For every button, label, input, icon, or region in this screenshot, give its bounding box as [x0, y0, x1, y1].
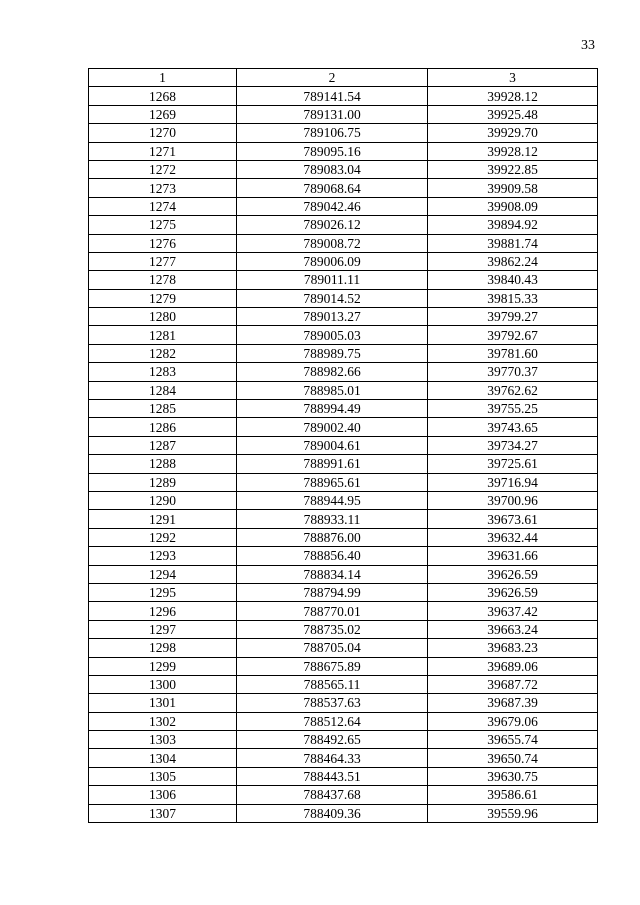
table-cell-col-3: 39755.25 — [428, 400, 598, 418]
table-cell-col-1: 1277 — [89, 252, 237, 270]
table-cell-col-2: 788965.61 — [237, 473, 428, 491]
table-cell-col-1: 1306 — [89, 786, 237, 804]
table-row — [89, 142, 598, 160]
table-cell-col-1: 1298 — [89, 639, 237, 657]
table-row — [89, 583, 598, 601]
table-cell-col-3: 39792.67 — [428, 326, 598, 344]
table-cell-col-1: 1295 — [89, 583, 237, 601]
table-cell-col-2: 789011.11 — [237, 271, 428, 289]
table-row — [89, 731, 598, 749]
table-cell-col-3: 39909.58 — [428, 179, 598, 197]
table-cell-col-3: 39762.62 — [428, 381, 598, 399]
table-cell-col-1: 1299 — [89, 657, 237, 675]
table-cell-col-1: 1283 — [89, 363, 237, 381]
table-cell-col-1: 1294 — [89, 565, 237, 583]
column-header-3: 3 — [428, 69, 598, 87]
table-cell-col-2: 788989.75 — [237, 344, 428, 362]
table-cell-col-1: 1268 — [89, 87, 237, 105]
table-cell-col-3: 39631.66 — [428, 547, 598, 565]
table-cell-col-1: 1286 — [89, 418, 237, 436]
table-cell-col-2: 788565.11 — [237, 675, 428, 693]
table-cell-col-3: 39862.24 — [428, 252, 598, 270]
table-cell-col-1: 1282 — [89, 344, 237, 362]
table-cell-col-3: 39743.65 — [428, 418, 598, 436]
table-row — [89, 675, 598, 693]
table-row — [89, 344, 598, 362]
table-row — [89, 271, 598, 289]
page-number: 33 — [581, 38, 595, 53]
table-cell-col-1: 1301 — [89, 694, 237, 712]
table-row — [89, 749, 598, 767]
table-cell-col-1: 1284 — [89, 381, 237, 399]
table-cell-col-1: 1270 — [89, 124, 237, 142]
table-cell-col-1: 1290 — [89, 491, 237, 509]
table-cell-col-2: 788675.89 — [237, 657, 428, 675]
table-cell-col-3: 39632.44 — [428, 528, 598, 546]
table-cell-col-1: 1300 — [89, 675, 237, 693]
table-cell-col-2: 788982.66 — [237, 363, 428, 381]
table-cell-col-2: 788409.36 — [237, 804, 428, 822]
table-row — [89, 105, 598, 123]
table-row — [89, 528, 598, 546]
table-row — [89, 602, 598, 620]
table-row — [89, 639, 598, 657]
table-cell-col-2: 789014.52 — [237, 289, 428, 307]
table-cell-col-2: 788492.65 — [237, 731, 428, 749]
table-row — [89, 400, 598, 418]
table-row — [89, 565, 598, 583]
table-cell-col-2: 788933.11 — [237, 510, 428, 528]
table-cell-col-2: 789068.64 — [237, 179, 428, 197]
table-cell-col-2: 789008.72 — [237, 234, 428, 252]
table-cell-col-2: 789131.00 — [237, 105, 428, 123]
table-row — [89, 694, 598, 712]
table-cell-col-2: 789141.54 — [237, 87, 428, 105]
table-cell-col-3: 39734.27 — [428, 436, 598, 454]
table-cell-col-3: 39881.74 — [428, 234, 598, 252]
table-cell-col-3: 39799.27 — [428, 308, 598, 326]
table-cell-col-2: 788856.40 — [237, 547, 428, 565]
table-cell-col-2: 788994.49 — [237, 400, 428, 418]
table-cell-col-2: 789095.16 — [237, 142, 428, 160]
table-cell-col-1: 1269 — [89, 105, 237, 123]
table-cell-col-2: 789106.75 — [237, 124, 428, 142]
table-cell-col-1: 1288 — [89, 455, 237, 473]
table-header-row — [89, 69, 598, 87]
table-row — [89, 804, 598, 822]
table-row — [89, 87, 598, 105]
table-cell-col-2: 788991.61 — [237, 455, 428, 473]
table-row — [89, 289, 598, 307]
table-row — [89, 326, 598, 344]
table-row — [89, 436, 598, 454]
table-cell-col-3: 39687.39 — [428, 694, 598, 712]
table-body — [89, 87, 598, 823]
table-cell-col-2: 788512.64 — [237, 712, 428, 730]
table-row — [89, 308, 598, 326]
table-row — [89, 216, 598, 234]
table-row — [89, 381, 598, 399]
table-cell-col-3: 39673.61 — [428, 510, 598, 528]
table-cell-col-2: 788537.63 — [237, 694, 428, 712]
table-cell-col-3: 39725.61 — [428, 455, 598, 473]
table-cell-col-2: 789026.12 — [237, 216, 428, 234]
table-cell-col-3: 39700.96 — [428, 491, 598, 509]
table-cell-col-2: 788735.02 — [237, 620, 428, 638]
table-row — [89, 657, 598, 675]
table-cell-col-3: 39687.72 — [428, 675, 598, 693]
table-cell-col-2: 788437.68 — [237, 786, 428, 804]
table-cell-col-1: 1281 — [89, 326, 237, 344]
table-cell-col-2: 788443.51 — [237, 767, 428, 785]
table-cell-col-1: 1271 — [89, 142, 237, 160]
table-cell-col-2: 788944.95 — [237, 491, 428, 509]
table-cell-col-3: 39626.59 — [428, 565, 598, 583]
table-cell-col-3: 39716.94 — [428, 473, 598, 491]
table-cell-col-2: 789004.61 — [237, 436, 428, 454]
table-row — [89, 491, 598, 509]
column-header-2: 2 — [237, 69, 428, 87]
table-cell-col-3: 39650.74 — [428, 749, 598, 767]
table-row — [89, 510, 598, 528]
table-cell-col-3: 39679.06 — [428, 712, 598, 730]
table-cell-col-3: 39689.06 — [428, 657, 598, 675]
table-cell-col-3: 39559.96 — [428, 804, 598, 822]
table-cell-col-3: 39663.24 — [428, 620, 598, 638]
table-cell-col-1: 1307 — [89, 804, 237, 822]
table-cell-col-3: 39781.60 — [428, 344, 598, 362]
table-cell-col-3: 39586.61 — [428, 786, 598, 804]
table-cell-col-1: 1275 — [89, 216, 237, 234]
table-cell-col-2: 789013.27 — [237, 308, 428, 326]
column-header-1: 1 — [89, 69, 237, 87]
table-cell-col-2: 789002.40 — [237, 418, 428, 436]
table-row — [89, 252, 598, 270]
table-cell-col-1: 1289 — [89, 473, 237, 491]
table-cell-col-2: 788794.99 — [237, 583, 428, 601]
table-cell-col-1: 1287 — [89, 436, 237, 454]
table-cell-col-1: 1278 — [89, 271, 237, 289]
table-cell-col-3: 39929.70 — [428, 124, 598, 142]
coordinates-table — [88, 68, 598, 823]
table-row — [89, 160, 598, 178]
table-cell-col-2: 788770.01 — [237, 602, 428, 620]
table-cell-col-1: 1274 — [89, 197, 237, 215]
table-row — [89, 767, 598, 785]
table-cell-col-2: 789006.09 — [237, 252, 428, 270]
table-cell-col-3: 39683.23 — [428, 639, 598, 657]
table-cell-col-2: 789042.46 — [237, 197, 428, 215]
table-cell-col-1: 1292 — [89, 528, 237, 546]
table-cell-col-2: 789083.04 — [237, 160, 428, 178]
table-cell-col-3: 39637.42 — [428, 602, 598, 620]
table-cell-col-3: 39815.33 — [428, 289, 598, 307]
table-cell-col-1: 1293 — [89, 547, 237, 565]
table-row — [89, 712, 598, 730]
table-row — [89, 455, 598, 473]
table-row — [89, 124, 598, 142]
table-cell-col-2: 788834.14 — [237, 565, 428, 583]
table-cell-col-2: 788464.33 — [237, 749, 428, 767]
table-cell-col-3: 39908.09 — [428, 197, 598, 215]
table-cell-col-3: 39928.12 — [428, 142, 598, 160]
table-cell-col-1: 1304 — [89, 749, 237, 767]
table-cell-col-1: 1297 — [89, 620, 237, 638]
table-cell-col-1: 1276 — [89, 234, 237, 252]
table-cell-col-3: 39655.74 — [428, 731, 598, 749]
table-cell-col-1: 1302 — [89, 712, 237, 730]
table-row — [89, 234, 598, 252]
table-cell-col-1: 1303 — [89, 731, 237, 749]
table-cell-col-1: 1305 — [89, 767, 237, 785]
table-cell-col-3: 39630.75 — [428, 767, 598, 785]
table-cell-col-3: 39922.85 — [428, 160, 598, 178]
table-row — [89, 620, 598, 638]
table-cell-col-1: 1279 — [89, 289, 237, 307]
table-row — [89, 547, 598, 565]
table-cell-col-2: 788705.04 — [237, 639, 428, 657]
table-cell-col-2: 788876.00 — [237, 528, 428, 546]
table-cell-col-3: 39925.48 — [428, 105, 598, 123]
table-row — [89, 786, 598, 804]
table-cell-col-3: 39840.43 — [428, 271, 598, 289]
table-cell-col-1: 1285 — [89, 400, 237, 418]
table-cell-col-2: 789005.03 — [237, 326, 428, 344]
table-cell-col-1: 1296 — [89, 602, 237, 620]
table-cell-col-1: 1280 — [89, 308, 237, 326]
table-cell-col-1: 1273 — [89, 179, 237, 197]
table-row — [89, 473, 598, 491]
table-cell-col-3: 39770.37 — [428, 363, 598, 381]
table-cell-col-2: 788985.01 — [237, 381, 428, 399]
table-row — [89, 418, 598, 436]
table-cell-col-1: 1272 — [89, 160, 237, 178]
table-cell-col-3: 39894.92 — [428, 216, 598, 234]
table-cell-col-1: 1291 — [89, 510, 237, 528]
table-cell-col-3: 39626.59 — [428, 583, 598, 601]
table-row — [89, 197, 598, 215]
table-row — [89, 363, 598, 381]
table-cell-col-3: 39928.12 — [428, 87, 598, 105]
table-row — [89, 179, 598, 197]
